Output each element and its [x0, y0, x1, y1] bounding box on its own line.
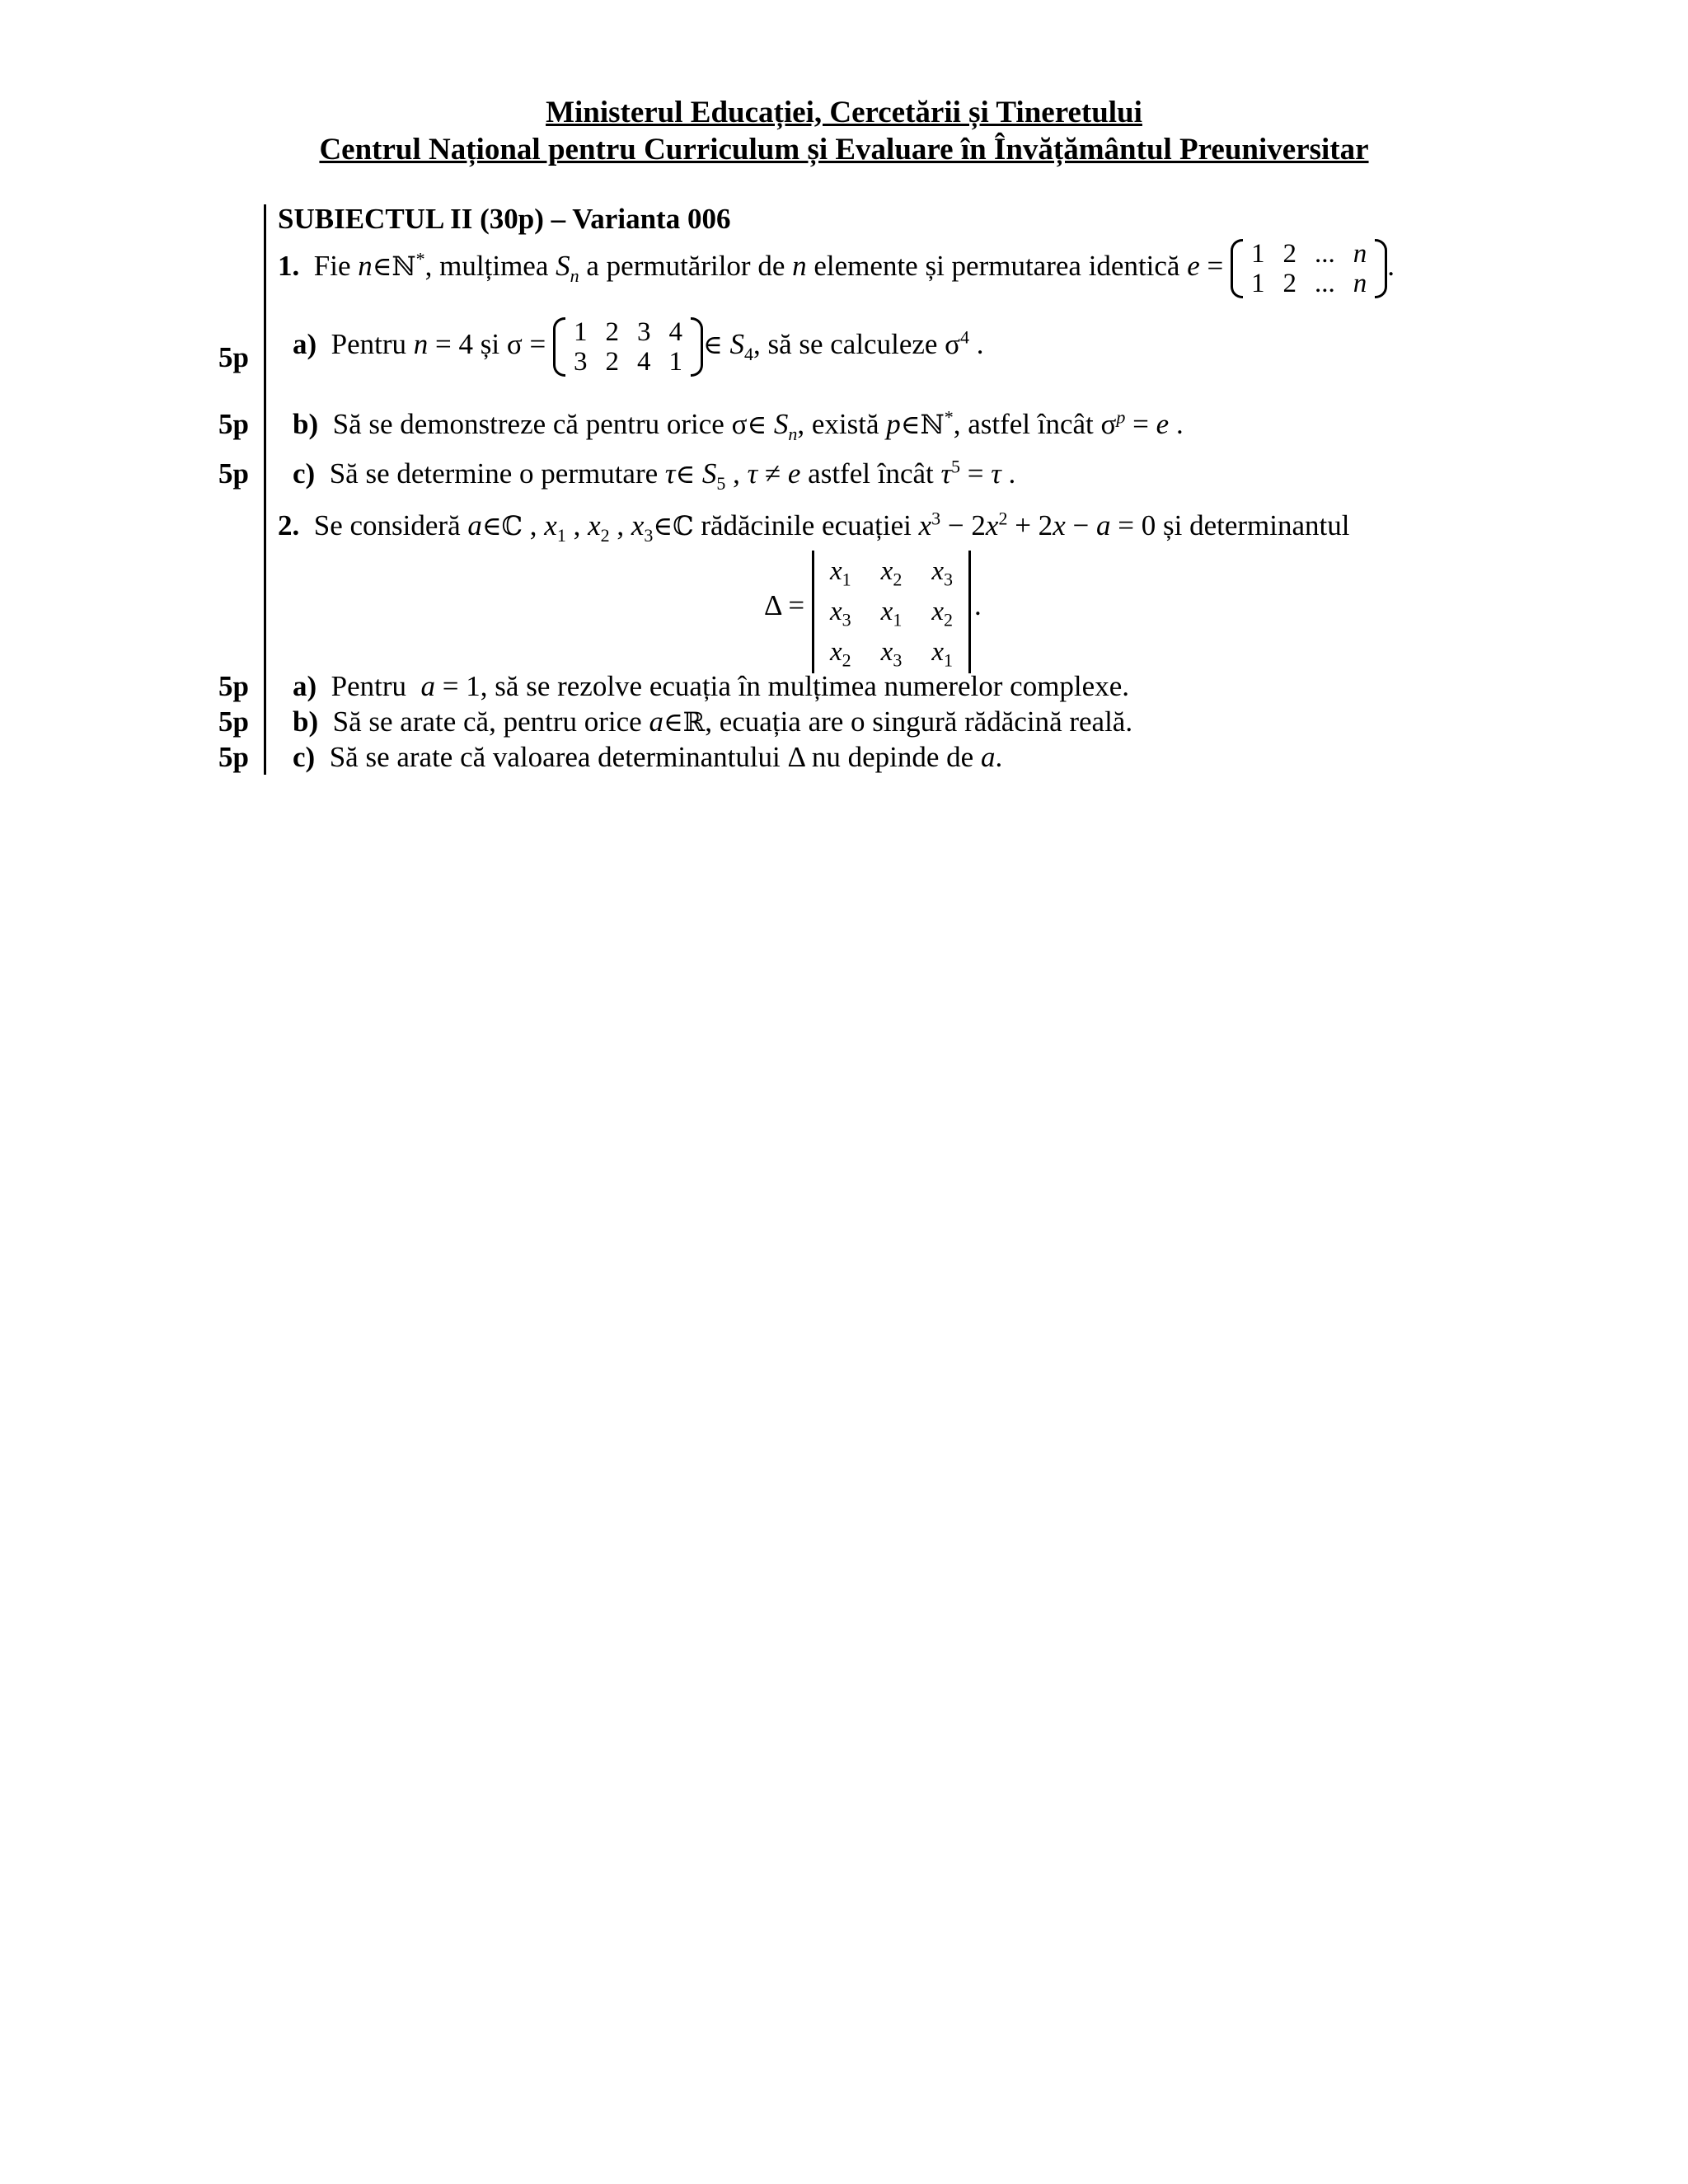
problem2-part-b: b) Să se arate că, pentru orice a∈ℝ, ecuația are o singură rădăcină reală.: [293, 705, 1133, 738]
determinant-matrix: $x_1$ $x_2$ $x_3$ $x_3$ $x_1$ $x_2$ $x_2$ $x_3$ $x_1$: [812, 551, 971, 673]
delta-symbol: Δ =: [764, 589, 805, 621]
identity-permutation-matrix: 1 2 ... n 1 2 ... n: [1231, 239, 1387, 298]
problem2-statement: 2. Se consideră a∈ℂ , $x_1$ , $x_2$ , $x_3\in ℂ$ rădăcinile ecuației $x^3 - 2x^2 + 2x - a = 0$ și determinantul: [278, 508, 1350, 546]
problem1-part-c: c) Să se determine o permutare τ∈ $S_5$ , τ ≠ e astfel încât $\tau^5 = \tau$ .: [293, 456, 1016, 494]
points-label: 5p: [218, 408, 249, 440]
points-label: 5p: [218, 457, 249, 490]
margin-line: [264, 404, 266, 441]
problem1-part-a: a) Pentru n = 4 și σ = 1 2 3 4 3 2 4 1 ∈ $S_4$, să se calculeze $\sigma^4$ .: [293, 317, 984, 377]
margin-line: [264, 446, 266, 483]
points-label: 5p: [218, 705, 249, 738]
problem2-part-c: c) Să se arate că valoarea determinantului Δ nu depinde de a.: [293, 741, 1003, 773]
points-label: 5p: [218, 670, 249, 702]
header-center: Centrul Național pentru Curriculum și Evaluare în Învățământul Preuniversitar: [319, 133, 1369, 166]
header-ministry: Ministerul Educației, Cercetării și Tineretului: [546, 96, 1142, 129]
sigma-permutation-matrix: 1 2 3 4 3 2 4 1: [553, 317, 703, 377]
problem2-part-a: a) Pentru a = 1, să se rezolve ecuația în mulțimea numerelor complexe.: [293, 670, 1129, 702]
problem1-part-b: b) Să se demonstreze că pentru orice σ∈ $S_n$, există p∈ℕ*, astfel încât $\sigma^p = e$ .: [293, 406, 1184, 444]
problem1-statement: 1. Fie n∈ℕ*, mulțimea $S_n$ a permutărilor de n elemente și permutarea identică e = 1 2 ... n 1 2 ... n .: [278, 239, 1395, 298]
points-label: 5p: [218, 341, 249, 373]
subject-title: SUBIECTUL II (30p) – Varianta 006: [278, 203, 731, 235]
points-label: 5p: [218, 741, 249, 773]
margin-line: [264, 511, 266, 775]
